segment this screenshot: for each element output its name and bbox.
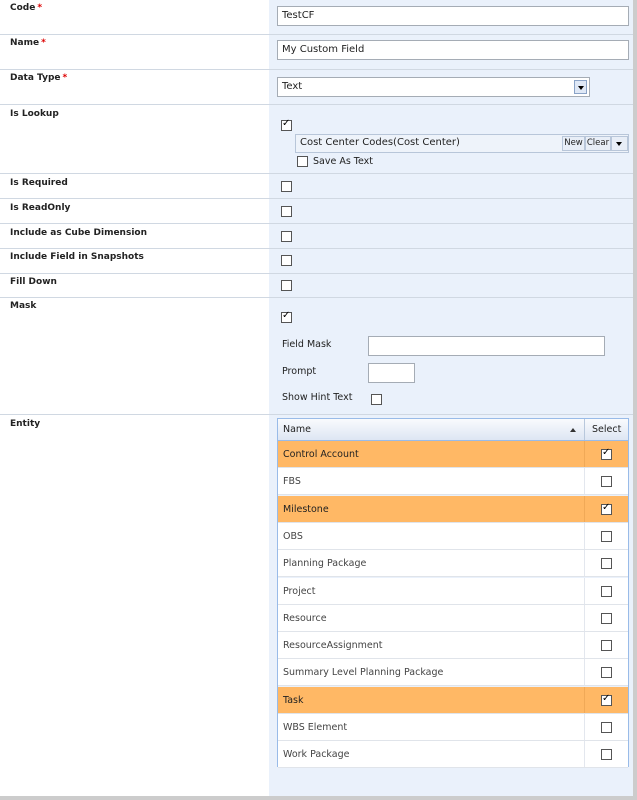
row-divider xyxy=(0,223,633,224)
prompt-label: Prompt xyxy=(282,366,317,377)
cube-dimension-label: Include as Cube Dimension xyxy=(10,228,147,238)
name-label xyxy=(10,38,46,48)
is-readonly-label: Is ReadOnly xyxy=(10,203,71,213)
check-icon: ✓ xyxy=(602,447,611,458)
entity-name: Control Account xyxy=(283,449,359,460)
entity-grid xyxy=(277,418,629,767)
entity-name: Task xyxy=(283,694,304,706)
entity-select-checkbox[interactable] xyxy=(601,476,612,487)
save-as-text-label: Save As Text xyxy=(313,156,374,167)
is-required-checkbox[interactable] xyxy=(281,181,292,192)
code-label-text: Code xyxy=(10,3,36,13)
table-row[interactable] xyxy=(278,523,628,550)
row-divider xyxy=(0,198,633,199)
check-icon: ✓ xyxy=(602,692,611,704)
entity-select-checkbox[interactable] xyxy=(601,558,612,569)
data-type-label xyxy=(10,73,67,83)
entity-name: ResourceAssignment xyxy=(283,640,383,652)
mask-label: Mask xyxy=(10,301,37,311)
entity-name: OBS xyxy=(283,530,303,542)
mask-checkbox[interactable] xyxy=(281,312,292,323)
check-icon: ✓ xyxy=(282,310,291,321)
entity-select-checkbox[interactable] xyxy=(601,449,612,460)
entity-select-checkbox[interactable] xyxy=(601,501,612,515)
cell-divider xyxy=(584,550,585,576)
cell-divider xyxy=(584,605,585,631)
cell-divider xyxy=(584,714,585,740)
entity-select-checkbox[interactable] xyxy=(601,692,612,706)
entity-name: Resource xyxy=(283,612,327,624)
field-mask-label: Field Mask xyxy=(282,339,332,350)
fill-down-checkbox[interactable] xyxy=(281,280,292,291)
entity-select-checkbox[interactable] xyxy=(601,613,612,624)
column-header-select[interactable]: Select xyxy=(592,424,622,435)
table-row[interactable] xyxy=(278,605,628,632)
cell-divider xyxy=(584,741,585,767)
is-readonly-checkbox[interactable] xyxy=(281,206,292,217)
show-hint-checkbox[interactable] xyxy=(371,394,382,405)
code-input[interactable]: TestCF xyxy=(277,6,629,26)
row-divider xyxy=(0,173,633,174)
row-divider xyxy=(0,104,633,105)
table-row[interactable] xyxy=(278,632,628,659)
data-type-label-text: Data Type xyxy=(10,73,61,83)
row-divider xyxy=(0,248,633,249)
is-lookup-checkbox[interactable] xyxy=(281,120,292,131)
data-type-select[interactable] xyxy=(277,77,590,97)
chevron-down-icon xyxy=(616,142,622,146)
cube-dimension-checkbox[interactable] xyxy=(281,231,292,242)
entity-select-checkbox[interactable] xyxy=(601,640,612,651)
table-row[interactable] xyxy=(278,578,628,605)
lookup-dropdown-button[interactable] xyxy=(611,136,628,151)
entity-select-checkbox[interactable] xyxy=(601,749,612,760)
entity-name: Summary Level Planning Package xyxy=(283,667,444,679)
chevron-down-icon[interactable] xyxy=(574,80,587,94)
check-icon: ✓ xyxy=(602,501,611,513)
row-divider xyxy=(0,273,633,274)
field-mask-input[interactable] xyxy=(368,336,605,356)
is-required-label: Is Required xyxy=(10,178,68,188)
table-row[interactable] xyxy=(278,468,628,495)
grid-header xyxy=(278,419,628,441)
entity-select-checkbox[interactable] xyxy=(601,531,612,542)
cell-divider xyxy=(584,523,585,549)
prompt-input[interactable] xyxy=(368,363,415,383)
lookup-clear-button[interactable]: Clear xyxy=(585,136,611,151)
table-row[interactable] xyxy=(278,714,628,741)
show-hint-label: Show Hint Text xyxy=(282,392,353,403)
code-label xyxy=(10,3,42,13)
cell-divider xyxy=(584,659,585,685)
row-divider xyxy=(0,414,633,415)
table-row[interactable] xyxy=(278,441,628,468)
cell-divider xyxy=(584,632,585,658)
required-marker: * xyxy=(41,38,46,48)
row-divider xyxy=(0,69,633,70)
entity-name: Work Package xyxy=(283,749,350,761)
required-marker: * xyxy=(37,3,43,13)
entity-name: FBS xyxy=(283,476,301,488)
snapshots-label: Include Field in Snapshots xyxy=(10,252,144,262)
entity-name: Milestone xyxy=(283,503,329,515)
sort-ascending-icon[interactable] xyxy=(570,428,576,432)
entity-select-checkbox[interactable] xyxy=(601,722,612,733)
fill-down-label: Fill Down xyxy=(10,277,57,287)
table-row[interactable] xyxy=(278,687,628,714)
save-as-text-checkbox[interactable] xyxy=(297,156,308,167)
snapshots-checkbox[interactable] xyxy=(281,255,292,266)
cell-divider xyxy=(584,687,585,713)
name-label-text: Name xyxy=(10,38,40,48)
cell-divider xyxy=(584,468,585,494)
entity-name: Project xyxy=(283,585,316,597)
entity-name: Planning Package xyxy=(283,558,367,570)
lookup-value: Cost Center Codes(Cost Center) xyxy=(300,137,460,148)
required-marker: * xyxy=(62,73,68,83)
table-row[interactable] xyxy=(278,550,628,577)
cell-divider xyxy=(584,578,585,604)
cell-divider xyxy=(584,496,585,522)
table-row[interactable] xyxy=(278,496,628,523)
column-header-name[interactable]: Name xyxy=(283,424,312,435)
name-input[interactable]: My Custom Field xyxy=(277,40,629,60)
cell-divider xyxy=(584,441,585,467)
entity-name: WBS Element xyxy=(283,722,348,733)
is-lookup-label: Is Lookup xyxy=(10,109,59,119)
lookup-new-button[interactable]: New xyxy=(562,136,585,151)
entity-select-checkbox[interactable] xyxy=(601,586,612,597)
row-divider xyxy=(0,34,633,35)
entity-select-checkbox[interactable] xyxy=(601,667,612,678)
check-icon: ✓ xyxy=(282,118,291,129)
data-type-value: Text xyxy=(282,81,303,92)
entity-label: Entity xyxy=(10,419,41,429)
row-divider xyxy=(0,297,633,298)
table-row[interactable] xyxy=(278,659,628,686)
table-row[interactable] xyxy=(278,741,628,768)
column-divider[interactable] xyxy=(584,419,585,440)
